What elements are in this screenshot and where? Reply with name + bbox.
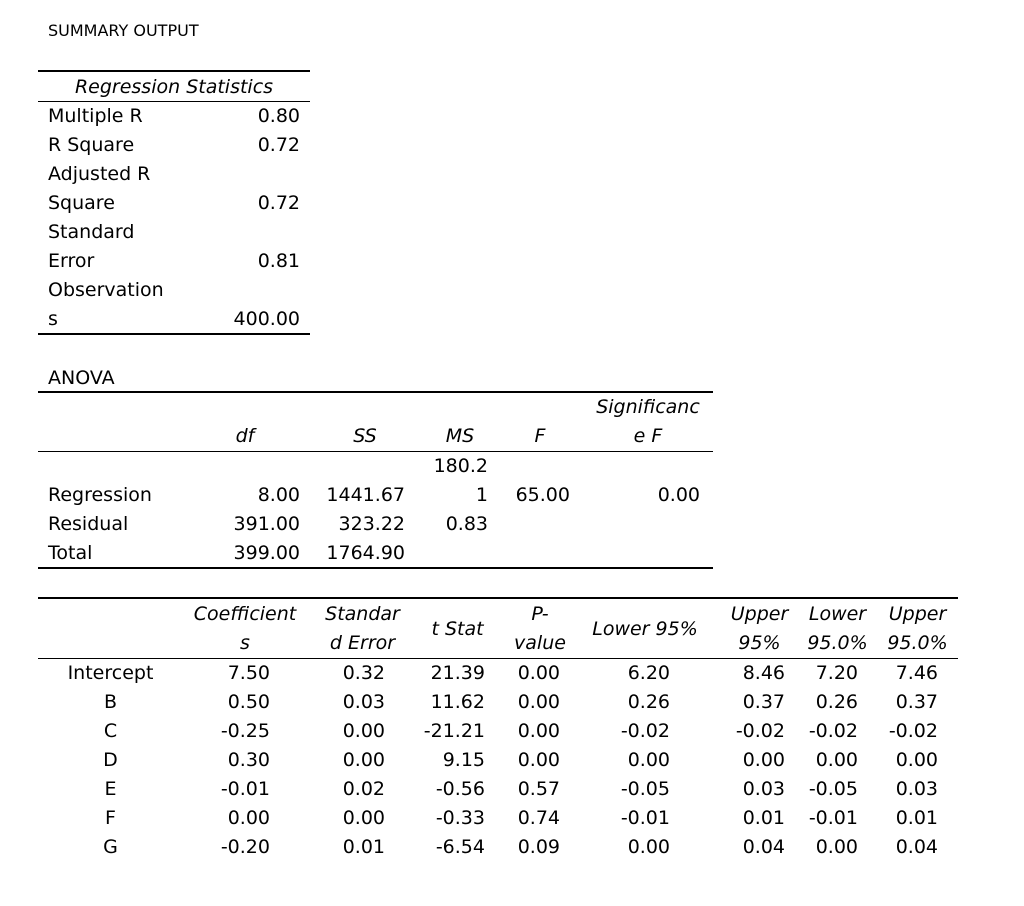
coef-cell-p: 0.00 (517, 662, 560, 684)
coef-cell-lower950: 0.00 (815, 749, 858, 771)
coef-cell-label: Intercept (67, 662, 154, 684)
coef-cell-t: -6.54 (435, 836, 485, 858)
coef-cell-upper950: 0.03 (895, 778, 938, 800)
coef-cell-lower95: -0.05 (620, 778, 670, 800)
anova-header-sigf-2: e F (633, 425, 663, 447)
coef-cell-coef: -0.01 (220, 778, 270, 800)
anova-regression-ms-2: 1 (475, 484, 488, 506)
regstat-label-multiple-r: Multiple R (48, 105, 143, 127)
coef-cell-label: C (103, 720, 118, 742)
coef-cell-upper950: 7.46 (895, 662, 938, 684)
coef-cell-upper95: 0.37 (742, 691, 785, 713)
coef-cell-upper950: 0.01 (895, 807, 938, 829)
coef-cell-lower95: 0.00 (627, 836, 670, 858)
anova-total-df: 399.00 (233, 542, 300, 564)
regstat-top-rule (38, 70, 310, 72)
coef-cell-upper950: -0.02 (888, 720, 938, 742)
coef-cell-coef: -0.25 (220, 720, 270, 742)
anova-regression-ss: 1441.67 (326, 484, 405, 506)
anova-residual-df: 391.00 (233, 513, 300, 535)
coef-cell-upper95: 0.01 (742, 807, 785, 829)
coef-cell-upper95: 0.03 (742, 778, 785, 800)
coef-cell-p: 0.57 (517, 778, 560, 800)
coef-cell-upper950: 0.04 (895, 836, 938, 858)
anova-regression-df: 8.00 (257, 484, 300, 506)
coef-cell-lower950: 0.26 (815, 691, 858, 713)
coef-cell-lower95: -0.02 (620, 720, 670, 742)
coef-cell-label: F (105, 807, 116, 829)
coef-cell-se: 0.00 (342, 807, 385, 829)
coef-cell-upper95: 0.00 (742, 749, 785, 771)
coef-header-p-2: value (514, 632, 566, 654)
coef-cell-label: E (104, 778, 117, 800)
coef-cell-p: 0.09 (517, 836, 560, 858)
coef-cell-p: 0.00 (517, 720, 560, 742)
coef-cell-lower95: 6.20 (627, 662, 670, 684)
coef-header-tstat: t Stat (431, 618, 484, 640)
coef-header-upper950-2: 95.0% (887, 632, 948, 654)
anova-header-ms: MS (445, 425, 475, 447)
coef-cell-coef: 0.30 (227, 749, 270, 771)
anova-regression-sigf: 0.00 (657, 484, 700, 506)
summary-title: SUMMARY OUTPUT (48, 21, 199, 40)
regstat-value-std-error: 0.81 (257, 250, 300, 272)
coef-header-upper95-2: 95% (738, 632, 781, 654)
coef-top-rule (38, 597, 958, 599)
coef-cell-upper95: -0.02 (735, 720, 785, 742)
coef-cell-lower950: 7.20 (815, 662, 858, 684)
coef-cell-coef: 7.50 (227, 662, 270, 684)
coef-cell-se: 0.00 (342, 720, 385, 742)
coef-cell-upper950: 0.37 (895, 691, 938, 713)
coef-cell-lower95: -0.01 (620, 807, 670, 829)
coef-cell-p: 0.00 (517, 691, 560, 713)
regstat-bottom-rule (38, 333, 310, 335)
regstat-value-r-square: 0.72 (257, 134, 300, 156)
anova-residual-ss: 323.22 (338, 513, 405, 535)
coef-cell-se: 0.01 (342, 836, 385, 858)
coef-cell-upper950: 0.00 (895, 749, 938, 771)
coef-header-upper950-1: Upper (888, 603, 947, 625)
coef-cell-label: G (103, 836, 118, 858)
regstat-value-adjusted-r: 0.72 (257, 192, 300, 214)
regstat-label-observations-1: Observation (48, 279, 164, 301)
coef-cell-lower950: -0.02 (808, 720, 858, 742)
coef-cell-lower95: 0.26 (627, 691, 670, 713)
coef-cell-se: 0.03 (342, 691, 385, 713)
regstat-label-std-error-1: Standard (48, 221, 135, 243)
coef-cell-se: 0.32 (342, 662, 385, 684)
anova-header-rule (38, 451, 713, 452)
coef-cell-se: 0.02 (342, 778, 385, 800)
coef-cell-t: -0.56 (435, 778, 485, 800)
coef-cell-lower95: 0.00 (627, 749, 670, 771)
anova-header-f: F (534, 425, 546, 447)
coef-cell-t: 11.62 (430, 691, 485, 713)
coef-header-upper95-1: Upper (730, 603, 789, 625)
coef-cell-lower950: -0.01 (808, 807, 858, 829)
anova-bottom-rule (38, 567, 713, 569)
anova-title: ANOVA (48, 367, 115, 389)
anova-row-label-regression: Regression (48, 484, 152, 506)
coef-header-lower950-2: 95.0% (807, 632, 868, 654)
coef-cell-label: D (103, 749, 118, 771)
anova-residual-ms: 0.83 (445, 513, 488, 535)
coef-cell-coef: 0.50 (227, 691, 270, 713)
anova-regression-ms-1: 180.2 (433, 455, 488, 477)
coef-header-se-1: Standar (325, 603, 400, 625)
regstat-label-std-error-2: Error (48, 250, 95, 272)
coef-cell-se: 0.00 (342, 749, 385, 771)
coef-cell-label: B (103, 691, 118, 713)
regstat-value-observations: 400.00 (233, 308, 300, 330)
coef-cell-p: 0.74 (517, 807, 560, 829)
coef-cell-lower950: 0.00 (815, 836, 858, 858)
coef-cell-t: -21.21 (423, 720, 485, 742)
coef-header-coef-1: Coefficient (193, 603, 297, 625)
coef-header-lower950-1: Lower (808, 603, 867, 625)
regstat-label-r-square: R Square (48, 134, 135, 156)
regstat-label-adjusted-r-1: Adjusted R (48, 163, 151, 185)
anova-total-ss: 1764.90 (326, 542, 405, 564)
coef-cell-t: -0.33 (435, 807, 485, 829)
anova-row-label-residual: Residual (48, 513, 129, 535)
coef-cell-lower950: -0.05 (808, 778, 858, 800)
anova-header-df: df (235, 425, 255, 447)
anova-regression-f: 65.00 (515, 484, 570, 506)
coef-header-se-2: d Error (329, 632, 396, 654)
coef-cell-t: 21.39 (430, 662, 485, 684)
regstat-value-multiple-r: 0.80 (257, 105, 300, 127)
regstat-label-observations-2: s (48, 308, 58, 330)
anova-header-ss: SS (353, 425, 377, 447)
coef-header-lower95: Lower 95% (592, 618, 698, 640)
regstat-title: Regression Statistics (74, 76, 274, 98)
regstat-label-adjusted-r-2: Square (48, 192, 115, 214)
anova-row-label-total: Total (48, 542, 93, 564)
anova-header-sigf-1: Significanc (596, 396, 700, 418)
coef-cell-upper95: 0.04 (742, 836, 785, 858)
coef-cell-coef: 0.00 (227, 807, 270, 829)
coef-header-coef-2: s (240, 632, 250, 654)
coef-cell-coef: -0.20 (220, 836, 270, 858)
coef-header-p-1: P- (531, 603, 549, 625)
coef-cell-upper95: 8.46 (742, 662, 785, 684)
coef-cell-p: 0.00 (517, 749, 560, 771)
coef-cell-t: 9.15 (442, 749, 485, 771)
